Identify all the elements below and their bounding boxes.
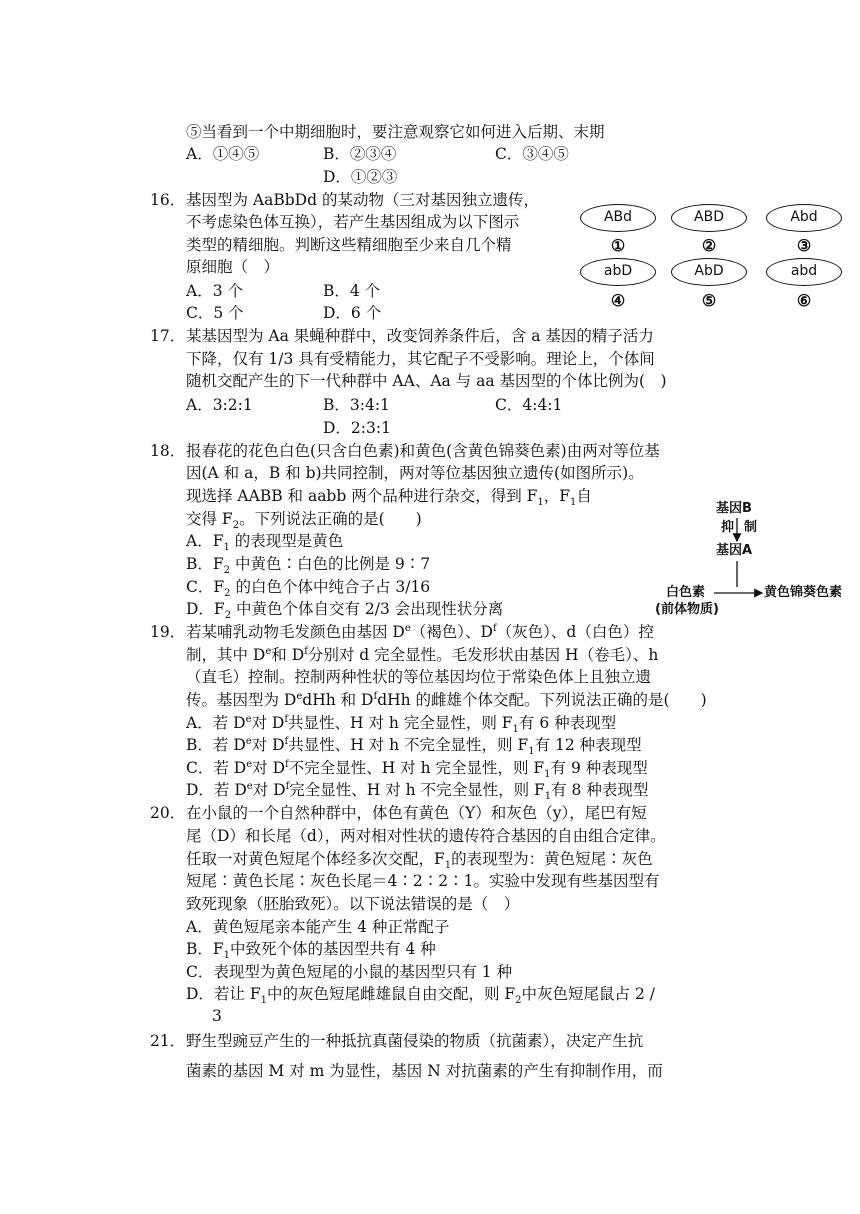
q17-option-a: A．3:2:1 — [186, 396, 253, 414]
q15-option-c: C．③④⑤ — [495, 145, 569, 163]
q20-line-3: 任取一对黄色短尾个体经多次交配，$F_1$的表现型为：黄色短尾∶灰色 — [186, 850, 653, 872]
q20-option-d: D．若让 $F_1$中的灰色短尾雌雄鼠自由交配，则 $F_2$中灰色短尾鼠占 2 / — [186, 985, 655, 1007]
sperm-cell-3: Abd — [766, 204, 842, 232]
q18-option-c: C．$F_2$ 的白色个体中纯合子占 3/16 — [186, 578, 431, 600]
q16-option-d: D．6 个 — [323, 304, 382, 322]
q20-line-5: 致死现象（胚胎致死）。以下说法错误的是（ ） — [186, 895, 520, 913]
sperm-cell-2: ABD — [671, 204, 747, 232]
q20-option-a: A．黄色短尾亲本能产生 4 种正常配子 — [186, 918, 450, 936]
q18-option-d: D．$F_2$ 中黄色个体自交有 2/3 会出现性状分离 — [186, 600, 504, 622]
q19-option-b: B．若 De对 $D^f$共显性、H 对 h 不完全显性，则 $F_1$有 12 种表现型 — [186, 735, 642, 758]
q16-line-3: 类型的精细胞。判断这些精细胞至少来自几个精 — [186, 236, 512, 254]
diagram-yellow-pigment: 黄色锦葵色素 — [764, 585, 843, 600]
q18-option-a: A．$F_1$ 的表现型是黄色 — [186, 532, 344, 554]
q21-number: 21． — [150, 1032, 186, 1050]
q17-option-d: D．2:3:1 — [323, 419, 391, 437]
q16-option-a: A．3 个 — [186, 282, 243, 300]
diagram-gene-b: 基因B — [716, 501, 752, 516]
q19-line-4: 传。基因型为 DedHh 和 $D^fdHh$ 的雌雄个体交配。下列说法正确的是( ) — [186, 690, 707, 709]
q20-number: 20． — [150, 804, 186, 822]
sperm-cell-6: abd — [766, 258, 842, 286]
q18-option-b: B．$F_2$ 中黄色∶白色的比例是 9∶7 — [186, 555, 431, 577]
q16-line-4: 原细胞（ ） — [186, 258, 280, 276]
q18-line-2: 因(A 和 a，B 和 b)共同控制，两对等位基因独立遗传(如图所示)。 — [186, 464, 644, 482]
q21-line-2: 菌素的基因 M 对 m 为显性，基因 N 对抗菌素的产生有抑制作用，而 — [186, 1062, 663, 1080]
diagram-precursor: (前体物质) — [655, 602, 719, 617]
q15-option-a: A．①④⑤ — [186, 145, 260, 163]
q15-option-b: B．②③④ — [323, 145, 397, 163]
q15-statement-5: ⑤当看到一个中期细胞时，要注意观察它如何进入后期、末期 — [186, 123, 605, 141]
diagram-gene-a: 基因A — [716, 543, 753, 558]
q16-number: 16． — [150, 191, 186, 209]
sperm-cell-3-number: ③ — [796, 236, 812, 255]
q20-line-1: 在小鼠的一个自然种群中，体色有黄色（Y）和灰色（y），尾巴有短 — [186, 804, 647, 822]
q19-line-3: （直毛）控制。控制两种性状的等位基因均位于常染色体上且独立遗 — [186, 668, 652, 686]
sperm-cell-1: ABd — [580, 204, 656, 232]
q20-line-4: 短尾∶黄色长尾∶灰色长尾＝4∶2∶2∶1。实验中发现有些基因型有 — [186, 872, 660, 890]
sperm-cell-1-number: ① — [610, 236, 626, 255]
q17-line-3: 随机交配产生的下一代种群中 AA、Aa 与 aa 基因型的个体比例为( ) — [186, 372, 667, 390]
diagram-white-pigment: 白色素 — [666, 585, 706, 600]
sperm-cell-5: AbD — [671, 258, 747, 286]
q17-line-2: 下降，仅有 1/3 具有受精能力，其它配子不受影响。理论上，个体间 — [186, 350, 655, 368]
q20-option-c: C．表现型为黄色短尾的小鼠的基因型只有 1 种 — [186, 963, 513, 981]
q17-option-b: B．3:4:1 — [323, 396, 390, 414]
sperm-cell-4: abD — [580, 258, 656, 286]
sperm-cell-6-number: ⑥ — [796, 291, 812, 310]
q18-line-1: 报春花的花色白色(只含白色素)和黄色(含黄色锦葵色素)由两对等位基 — [186, 442, 660, 460]
q16-line-2: 不考虑染色体互换），若产生基因组成为以下图示 — [186, 213, 520, 231]
diagram-arrows — [700, 500, 780, 610]
sperm-cell-4-number: ④ — [610, 291, 626, 310]
q20-option-d-cont: 3 — [212, 1007, 222, 1025]
q17-line-1: 某基因型为 Aa 果蝇种群中，改变饲养条件后，含 a 基因的精子活力 — [186, 327, 654, 345]
q15-option-d: D．①②③ — [323, 168, 398, 186]
q19-option-a: A．若 De对 $D^f$共显性、H 对 h 完全显性，则 $F_1$有 6 种表现型 — [186, 713, 617, 736]
q16-option-c: C．5 个 — [186, 304, 244, 322]
q18-number: 18． — [150, 442, 186, 460]
diagram-inhibit-2: 制 — [744, 520, 758, 535]
sperm-cell-5-number: ⑤ — [701, 291, 717, 310]
q20-option-b: B．$F_1$中致死个体的基因型共有 4 种 — [186, 940, 436, 962]
q21-line-1: 野生型豌豆产生的一种抵抗真菌侵染的物质（抗菌素），决定产生抗 — [186, 1032, 644, 1050]
q16-option-b: B．4 个 — [323, 282, 381, 300]
q19-line-1: 若某哺乳动物毛发颜色由基因 De（褐色）、$D^f$（灰色）、d（白色）控 — [186, 622, 654, 641]
q19-option-d: D．若 De对 $D^f$完全显性、H 对 h 不完全显性，则 $F_1$有 8 种表现型 — [186, 780, 649, 803]
q20-line-2: 尾（D）和长尾（d），两对相对性状的遗传符合基因的自由组合定律。 — [186, 827, 666, 845]
q17-number: 17． — [150, 327, 186, 345]
sperm-cell-2-number: ② — [701, 236, 717, 255]
q18-line-4: 交得 $F_2$。下列说法正确的是( ) — [186, 510, 422, 532]
q19-option-c: C．若 De对 $D^f$不完全显性、H 对 h 完全显性，则 $F_1$有 9 种表现型 — [186, 758, 648, 781]
q16-line-1: 基因型为 AaBbDd 的某动物（三对基因独立遗传， — [186, 191, 539, 209]
diagram-inhibit-1: 抑 — [721, 520, 735, 535]
q18-line-3: 现选择 AABB 和 aabb 两个品种进行杂交，得到 $F_1$，$F_1$自 — [186, 487, 592, 509]
q19-line-2: 制，其中 De和 $D^f$分别对 d 完全显性。毛发形状由基因 H（卷毛）、h — [186, 645, 659, 664]
q17-option-c: C．4:4:1 — [495, 396, 563, 414]
q19-number: 19． — [150, 623, 186, 641]
